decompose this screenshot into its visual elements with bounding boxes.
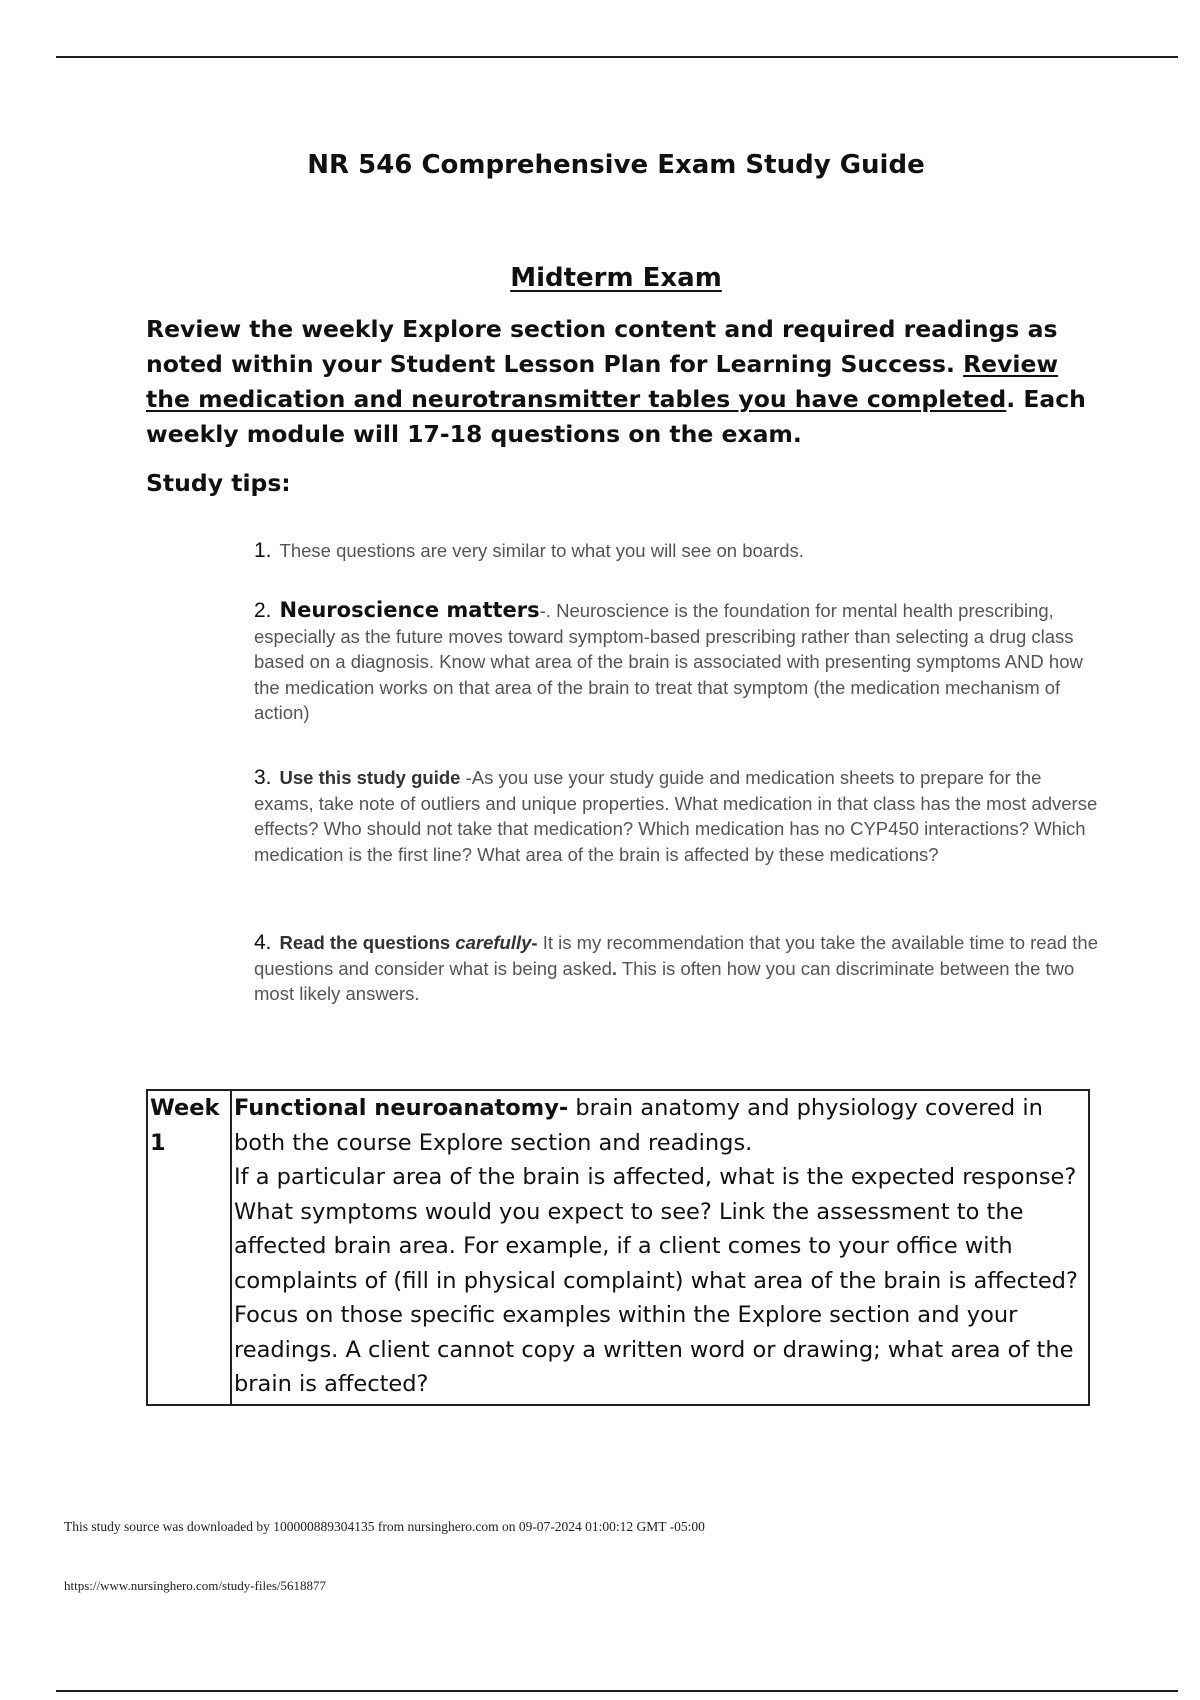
intro-paragraph [146, 312, 1086, 452]
week-label-cell: Week 1 [147, 1090, 231, 1405]
week-content-cell [231, 1090, 1089, 1405]
tip-heading [280, 932, 538, 953]
tip-heading-text: Read the questions [279, 932, 456, 953]
tip-text: These questions are very similar to what you will see on boards. [279, 540, 804, 561]
tip-text-bold: . [611, 957, 618, 979]
week-content-line: If a particular area of the brain is affected, what is the expected response? [234, 1164, 1077, 1190]
week-topic-line [234, 1091, 1086, 1160]
document-title: NR 546 Comprehensive Exam Study Guide [307, 150, 925, 180]
tip-number: 2. [254, 599, 272, 622]
tip-number: 3. [254, 766, 272, 789]
tip-number: 1. [254, 539, 272, 562]
tip-item [254, 598, 1104, 726]
tip-text-end: This is often how you can discriminate between the two most likely answers. [254, 957, 1075, 1004]
intro-underlined-text: Review the medication and neurotransmitter tables you have completed [146, 350, 1059, 413]
top-rule [56, 56, 1178, 58]
tip-item [254, 538, 1104, 564]
footer-url: https://www.nursinghero.com/study-files/5618877 [64, 1578, 327, 1593]
bottom-rule [56, 1690, 1178, 1692]
footer-source-note: This study source was downloaded by 100000889304135 from nursinghero.com on 09-07-2024 01:00:12 GMT -05:00 [64, 1519, 705, 1534]
study-tips-heading: Study tips: [146, 469, 291, 497]
week-topic-description: brain anatomy and physiology covered in both the course Explore section and readings. [234, 1095, 1043, 1156]
tip-item [254, 930, 1104, 1007]
tip-heading-suffix: - [531, 932, 538, 953]
intro-text: Review the weekly Explore section content and required readings as noted within your Student Lesson Plan for Learning Success. [146, 315, 1058, 378]
tip-heading: Use this study guide [279, 767, 461, 788]
table-row [147, 1090, 1089, 1405]
week-table [146, 1089, 1090, 1406]
section-title-text: Midterm Exam [510, 263, 722, 293]
tip-heading-emphasis: carefully [455, 932, 532, 953]
tip-text: It is my recommendation that you take the available time to read the questions and consider what is being asked [254, 932, 1099, 979]
tip-number: 4. [254, 931, 272, 954]
week-content-line: What symptoms would you expect to see? Link the assessment to the affected brain area. For example, if a client comes to your office with complaints of (fill in physical complaint) what area of the brain is affected? Focus on those specific examples within the Explore section and your readings. A client cannot copy a written word or drawing; what area of the brain is affected? [234, 1198, 1078, 1397]
tip-heading: Neuroscience matters [279, 598, 540, 622]
tip-text: -. Neuroscience is the foundation for mental health prescribing, especially as the future moves toward symptom-based prescribing rather than selecting a drug class based on a diagnosis. Know what area of the brain is associated with presenting symptoms AND how the medication works on that area of the brain to treat that symptom (the medication mechanism of action) [254, 600, 1083, 723]
week-topic: Functional neuroanatomy- [234, 1095, 569, 1121]
tip-item [254, 765, 1104, 867]
intro-text-end: . Each weekly module will 17-18 questions on the exam. [146, 385, 1086, 448]
section-title [0, 263, 1200, 293]
tip-text: -As you use your study guide and medication sheets to prepare for the exams, take note of outliers and unique properties. What medication in that class has the most adverse effects? Who should not take that medication? Which medication has no CYP450 interactions? Which medication is the first line? What area of the brain is affected by these medications? [254, 767, 1098, 865]
